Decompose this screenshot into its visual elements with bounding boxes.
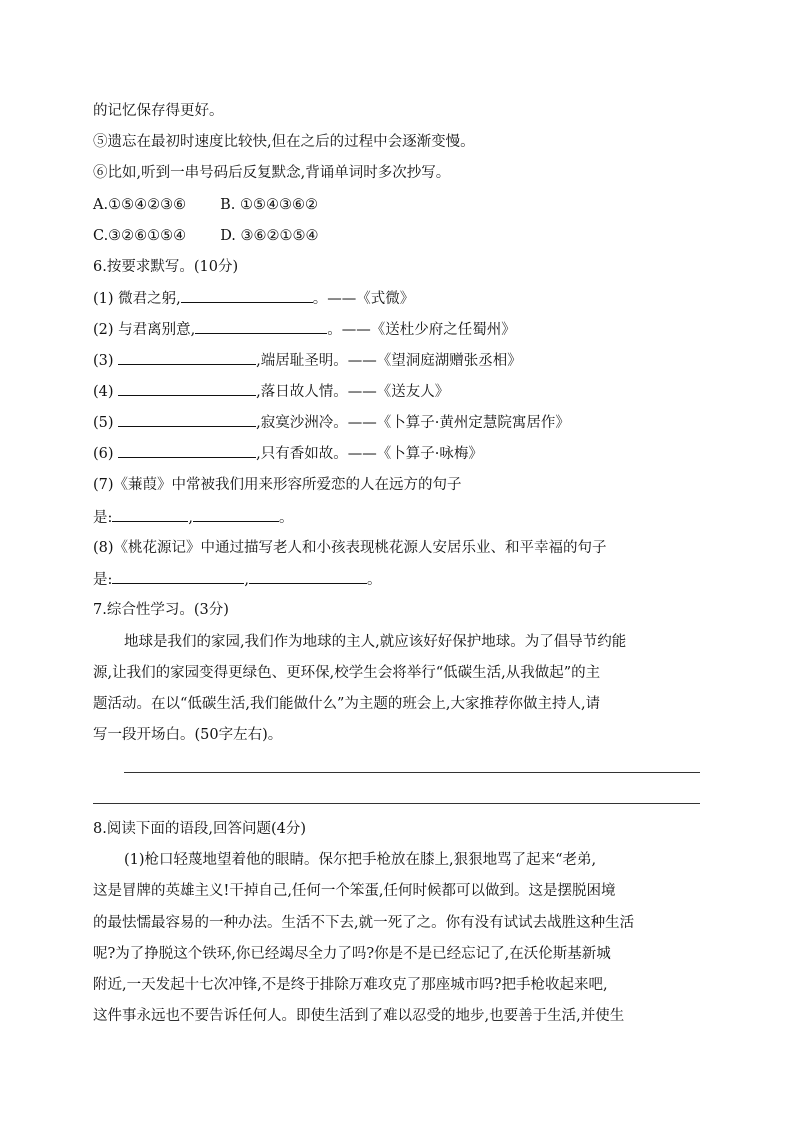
q6-item-6-after: ,只有香如故。——《卜算子·咏梅》 [256, 446, 483, 462]
q6-item-1-before: 微君之躬, [118, 291, 181, 307]
q5-sentence-5: ⑤遗忘在最初时速度比较快,但在之后的过程中会逐渐变慢。 [93, 134, 475, 150]
q6-item-2-number: (2) [93, 322, 114, 338]
q5-option-c[interactable]: C.③②⑥①⑤④ [93, 228, 187, 244]
q6-item-5-after: ,寂寞沙洲冷。——《卜算子·黄州定慧院寓居作》 [256, 415, 570, 431]
q7-paragraph-line-1: 地球是我们的家园,我们作为地球的主人,就应该好好保护地球。为了倡导节约能 [124, 634, 627, 650]
q8-passage-line-4: 呢?为了挣脱这个铁环,你已经竭尽全力了吗?你是不是已经忘记了,在沃伦斯基新城 [93, 946, 611, 962]
q6-item-4-number: (4) [93, 384, 114, 400]
q6-item-3-after: ,端居耻圣明。——《望洞庭湖赠张丞相》 [256, 353, 522, 369]
q5-options-row-2 [93, 226, 319, 246]
q8-passage-line-5: 附近,一天发起十七次冲锋,不是终于排除万难攻克了那座城市吗?把手枪收起来吧, [93, 977, 608, 993]
q6-item-1-blank[interactable] [181, 288, 313, 303]
q6-item-3-number: (3) [93, 353, 114, 369]
q6-item-8-blank-2[interactable] [249, 569, 367, 584]
q6-item-8-comma: , [244, 572, 249, 588]
q6-item-8-answer [93, 569, 382, 590]
q6-item-2-blank[interactable] [195, 319, 327, 334]
q6-item-7-blank-1[interactable] [112, 507, 188, 522]
q6-title: 6.按要求默写。(10分) [93, 259, 239, 275]
q6-item-5-number: (5) [93, 415, 114, 431]
q6-item-3 [93, 350, 522, 371]
q7-paragraph-line-4: 写一段开场白。(50字左右)。 [93, 727, 283, 743]
q6-item-8-prompt: (8)《桃花源记》中通过描写老人和小孩表现桃花源人安居乐业、和平幸福的句子 [93, 540, 607, 556]
q6-item-7-blank-2[interactable] [193, 507, 279, 522]
q6-item-5-blank[interactable] [118, 412, 256, 427]
q5-option-b[interactable]: B. ①⑤④③⑥② [220, 197, 318, 213]
q6-item-7-period: 。 [279, 510, 294, 526]
q5-options-row-1 [93, 195, 318, 215]
q6-item-1-after: 。——《式微》 [312, 291, 415, 307]
q6-item-7-prompt: (7)《蒹葭》中常被我们用来形容所爱恋的人在远方的句子 [93, 477, 462, 493]
q5-option-a[interactable]: A.①⑤④②③⑥ [93, 197, 187, 213]
q8-passage-line-1: (1)枪口轻蔑地望着他的眼睛。保尔把手枪放在膝上,狠狠地骂了起来“老弟, [124, 852, 597, 868]
q6-item-6-blank[interactable] [118, 443, 256, 458]
q6-item-6 [93, 443, 483, 464]
q6-item-1 [93, 288, 414, 309]
q8-passage-line-3: 的最怯懦最容易的一种办法。生活不下去,就一死了之。你有没有试试去战胜这种生活 [93, 915, 635, 931]
q7-answer-line-2[interactable] [93, 803, 700, 804]
q8-passage-line-2: 这是冒牌的英雄主义!干掉自己,任何一个笨蛋,任何时候都可以做到。这是摆脱困境 [93, 883, 616, 899]
q6-item-2 [93, 319, 516, 340]
q7-paragraph-line-3: 题活动。在以“低碳生活,我们能做什么”为主题的班会上,大家推荐你做主持人,请 [93, 696, 601, 712]
q6-item-2-before: 与君离别意, [118, 322, 196, 338]
q6-item-7-shi: 是: [93, 510, 113, 526]
q8-passage-line-6: 这件事永远也不要告诉任何人。即使生活到了难以忍受的地步,也要善于生活,并使生 [93, 1008, 625, 1024]
q7-paragraph-line-2: 源,让我们的家园变得更绿色、更环保,校学生会将举行“低碳生活,从我做起”的主 [93, 665, 601, 681]
q5-prev-line: 的记忆保存得更好。 [93, 103, 224, 119]
q6-item-5 [93, 412, 570, 433]
q6-item-4-blank[interactable] [118, 381, 256, 396]
q6-item-8-period: 。 [367, 572, 382, 588]
q6-item-1-number: (1) [93, 291, 114, 307]
q6-item-4 [93, 381, 449, 402]
q5-option-d[interactable]: D. ③⑥②①⑤④ [220, 228, 319, 244]
q6-item-7-comma: , [188, 510, 193, 526]
q6-item-8-shi: 是: [93, 572, 113, 588]
q6-item-7-answer [93, 507, 294, 528]
q6-item-2-after: 。——《送杜少府之任蜀州》 [327, 322, 516, 338]
q6-item-8-blank-1[interactable] [112, 569, 244, 584]
q5-sentence-6: ⑥比如,听到一串号码后反复默念,背诵单词时多次抄写。 [93, 165, 451, 181]
q8-title: 8.阅读下面的语段,回答问题(4分) [93, 821, 306, 837]
q7-title: 7.综合性学习。(3分) [93, 602, 229, 618]
q7-answer-line-1[interactable] [124, 772, 700, 773]
q6-item-4-after: ,落日故人情。——《送友人》 [256, 384, 450, 400]
q6-item-3-blank[interactable] [118, 350, 256, 365]
q6-item-6-number: (6) [93, 446, 114, 462]
